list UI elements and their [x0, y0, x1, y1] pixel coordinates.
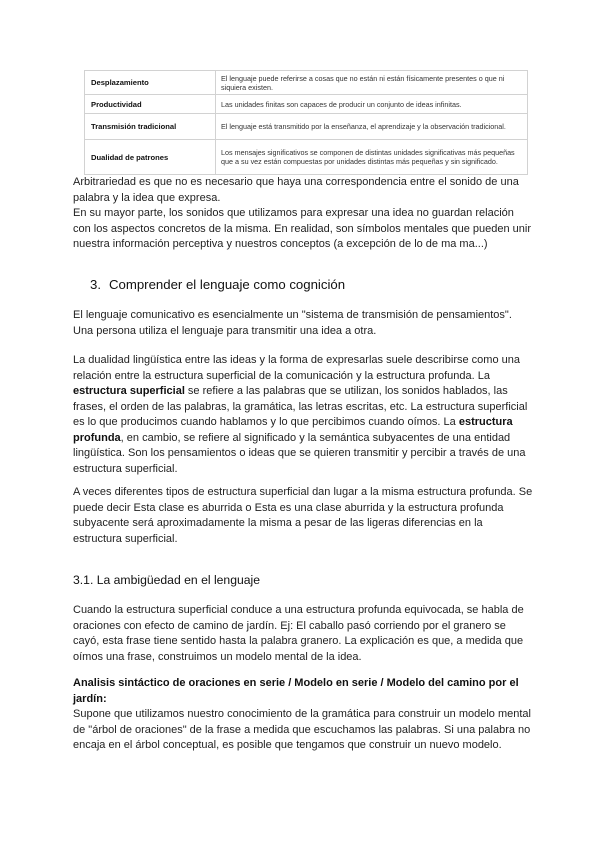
table-row — [85, 95, 528, 114]
table-term: Transmisión tradicional — [85, 114, 216, 140]
table-definition: Los mensajes significativos se componen de distintas unidades significativas más pequeñas que a su vez están compuestas por unidades distintas más pequeñas y sin significado. — [216, 140, 528, 175]
paragraph-text: , en cambio, se refiere al significado y la semántica subyacentes de una entidad lingüística. Son los pensamientos o ideas que se quieren transmitir y percibir a través de una estructura superficial. — [73, 431, 526, 475]
table-term: Desplazamiento — [85, 71, 216, 95]
bold-heading: Analisis sintáctico de oraciones en serie / Modelo en serie / Modelo del camino por el jardín: — [73, 677, 519, 705]
analisis-paragraph — [73, 676, 533, 754]
ambiguedad-paragraph — [73, 603, 533, 665]
table-row — [85, 71, 528, 95]
dualidad-paragraph — [73, 353, 533, 477]
section-title: Comprender el lenguaje como cognición — [109, 277, 346, 292]
table-term: Productividad — [85, 95, 216, 114]
bold-term: estructura superficial — [73, 385, 185, 397]
section-3-1-heading: 3.1. La ambigüedad en el lenguaje — [73, 573, 261, 587]
features-table — [84, 70, 528, 175]
bold-term: estructura profunda — [73, 416, 513, 444]
section-number: 3. — [90, 277, 101, 292]
table-term: Dualidad de patrones — [85, 140, 216, 175]
table-row — [85, 140, 528, 175]
arbitrariedad-paragraph — [73, 175, 533, 253]
aveces-paragraph — [73, 485, 533, 547]
table-definition: Las unidades finitas son capaces de producir un conjunto de ideas infinitas. — [216, 95, 528, 114]
table-definition: El lenguaje está transmitido por la enseñanza, el aprendizaje y la observación tradicional. — [216, 114, 528, 140]
paragraph-text: se refiere a las palabras que se utilizan, los sonidos hablados, las frases, el orden de las palabras, la gramática, las letras escritas, etc. La estructura superficial es lo que producimos cuando hablamos y lo que percibimos cuando oímos. La — [73, 385, 528, 428]
paragraph-text: Supone que utilizamos nuestro conocimiento de la gramática para construir un modelo mental de "árbol de oraciones" de la frase a medida que escuchamos las palabras. Si una palabra no encaja en el árbol conceptual, es posible que tengamos que construir un nuevo modelo. — [73, 708, 531, 751]
table-row — [85, 114, 528, 140]
section-3-heading — [90, 277, 345, 292]
table-definition: El lenguaje puede referirse a cosas que no están ni están físicamente presentes o que ni siquiera existen. — [216, 71, 528, 95]
paragraph-line: En su mayor parte, los sonidos que utilizamos para expresar una idea no guardan relación con los aspectos concretos de la misma. En realidad, son símbolos mentales que pueden unir nuestra información perceptiva y nuestros conceptos (a excepción de lo de ma ma...) — [73, 207, 531, 250]
paragraph-text: La dualidad lingüística entre las ideas y la forma de expresarlas suele describirse como una relación entre la estructura superficial de la comunicación y la estructura profunda. La — [73, 354, 520, 382]
comunicativo-paragraph — [73, 308, 533, 339]
paragraph-line: Arbitrariedad es que no es necesario que haya una correspondencia entre el sonido de una palabra y la idea que expresa. — [73, 176, 519, 204]
paragraph-text: El lenguaje comunicativo es esencialmente un "sistema de transmisión de pensamientos". Una persona utiliza el lenguaje para transmitir una idea a otra. — [73, 309, 512, 337]
paragraph-text: A veces diferentes tipos de estructura superficial dan lugar a la misma estructura profunda. Se puede decir Esta clase es aburrida o Esta es una clase aburrida y la estructura profunda subyacente será aproximadamente la misma a pesar de las ligeras diferencias en la estructura superficial. — [73, 486, 533, 545]
paragraph-text: Cuando la estructura superficial conduce a una estructura profunda equivocada, se habla de oraciones con efecto de camino de jardín. Ej: El caballo pasó corriendo por el granero se cayó, esta frase tiene sentido hasta la palabra granero. La explicación es que, a medida que oímos una frase, construimos un modelo mental de la idea. — [73, 604, 524, 663]
